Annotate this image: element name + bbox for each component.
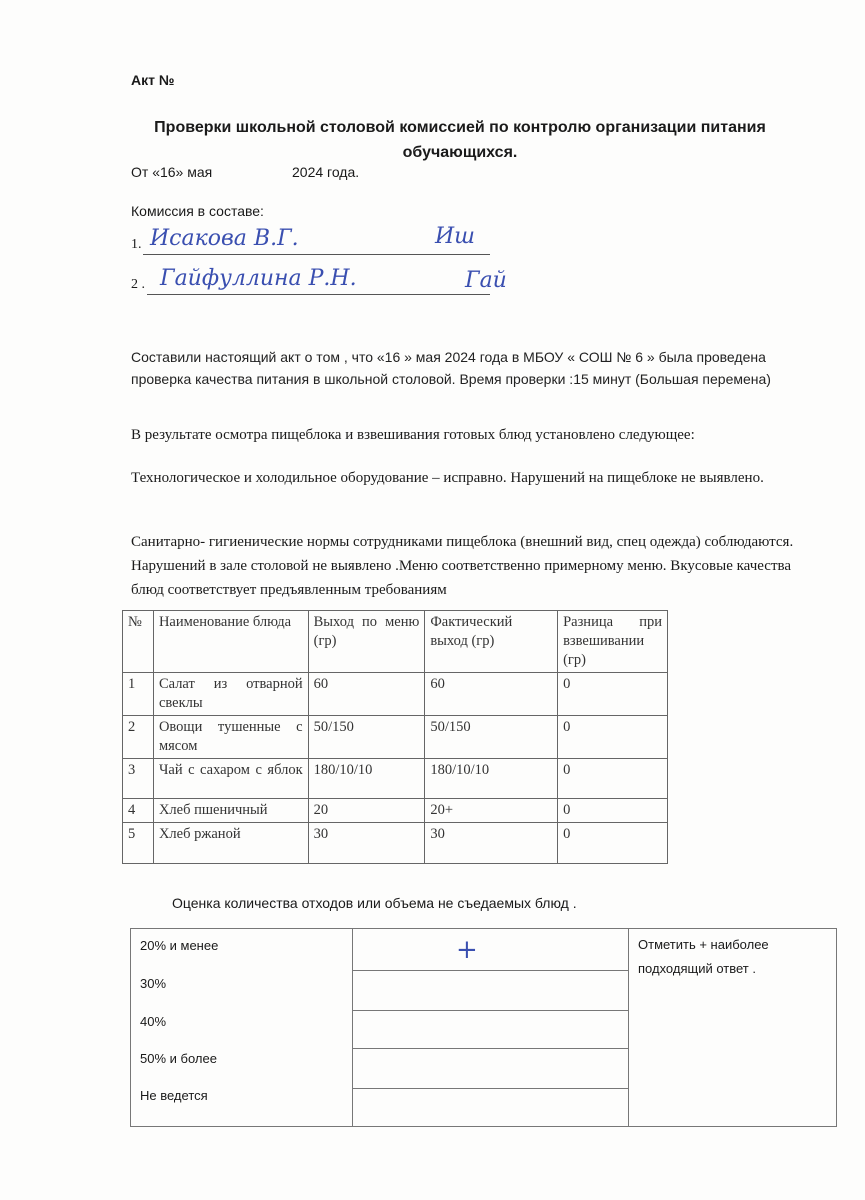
row-divider bbox=[352, 1048, 628, 1049]
commission-label: Комиссия в составе: bbox=[131, 203, 264, 219]
cell-menu-yield: 50/150 bbox=[308, 716, 425, 759]
table-row bbox=[123, 823, 668, 864]
member-name-handwritten: Гайфуллина Р.Н. bbox=[160, 266, 357, 291]
act-statement: Составили настоящий акт о том , что «16 » мая 2024 года в МБОУ « СОШ № 6 » была проведена проверка качества питания в школьной столовой. Время проверки :15 минут (Большая перемена) bbox=[131, 349, 771, 387]
cell-num: 5 bbox=[123, 823, 154, 864]
cell-dish: Салат из отварной свеклы bbox=[153, 673, 308, 716]
option-50-or-more: 50% и более bbox=[140, 1051, 217, 1066]
waste-title: Оценка количества отходов или объема не съедаемых блюд . bbox=[172, 895, 577, 911]
member-number: 1. bbox=[131, 237, 142, 252]
header-cell: № bbox=[123, 611, 154, 673]
cell-actual-yield: 20+ bbox=[425, 799, 558, 823]
table-row bbox=[123, 799, 668, 823]
cell-actual-yield: 30 bbox=[425, 823, 558, 864]
document-title bbox=[110, 115, 810, 165]
cell-num: 3 bbox=[123, 759, 154, 799]
signature-line bbox=[143, 254, 490, 255]
cell-actual-yield: 60 bbox=[425, 673, 558, 716]
cell-actual-yield: 50/150 bbox=[425, 716, 558, 759]
title-line-1: Проверки школьной столовой комиссией по контролю организации питания bbox=[154, 119, 766, 136]
cell-menu-yield: 180/10/10 bbox=[308, 759, 425, 799]
cell-num: 1 bbox=[123, 673, 154, 716]
table-row bbox=[123, 673, 668, 716]
cell-menu-yield: 60 bbox=[308, 673, 425, 716]
member-signature: Иш bbox=[435, 224, 476, 249]
date-year: 2024 года. bbox=[292, 164, 360, 180]
cell-difference: 0 bbox=[558, 673, 668, 716]
header-cell: Выход по меню (гр) bbox=[308, 611, 425, 673]
column-divider bbox=[628, 929, 629, 1126]
row-divider bbox=[352, 970, 628, 971]
cell-num: 4 bbox=[123, 799, 154, 823]
title-line-2: обучающихся. bbox=[402, 144, 518, 161]
dishes-table bbox=[122, 610, 668, 864]
mark-20-or-less[interactable]: + bbox=[456, 935, 478, 965]
cell-dish: Хлеб пшеничный bbox=[153, 799, 308, 823]
option-30: 30% bbox=[140, 976, 167, 991]
cell-dish: Чай с сахаром с яблок bbox=[153, 759, 308, 799]
table-header-row bbox=[123, 611, 668, 673]
cell-num: 2 bbox=[123, 716, 154, 759]
option-20-or-less: 20% и менее bbox=[140, 938, 219, 953]
row-divider bbox=[352, 1010, 628, 1011]
cell-difference: 0 bbox=[558, 759, 668, 799]
cell-difference: 0 bbox=[558, 823, 668, 864]
table-row bbox=[123, 716, 668, 759]
member-number: 2 . bbox=[131, 277, 145, 292]
cell-dish: Овощи тушенные с мясом bbox=[153, 716, 308, 759]
cell-menu-yield: 20 bbox=[308, 799, 425, 823]
cell-difference: 0 bbox=[558, 716, 668, 759]
instruction-note: Отметить + наиболее подходящий ответ . bbox=[638, 937, 769, 976]
header-cell: Разница при взвешивании (гр) bbox=[558, 611, 668, 673]
equipment-status: Технологическое и холодильное оборудование – исправно. Нарушений на пищеблоке не выявлено. bbox=[131, 470, 764, 486]
cell-difference: 0 bbox=[558, 799, 668, 823]
cell-dish: Хлеб ржаной bbox=[153, 823, 308, 864]
option-not-tracked: Не ведется bbox=[140, 1088, 208, 1103]
sanitary-status: Санитарно- гигиенические нормы сотрудниками пищеблока (внешний вид, спец одежда) соблюдаются. Нарушений в зале столовой не выявлено .Меню соответственно примерному меню. Вкусовые качества блюд соответствует предъявленным требованиям bbox=[131, 534, 794, 598]
column-divider bbox=[352, 929, 353, 1126]
member-signature: Гай bbox=[465, 268, 507, 293]
cell-menu-yield: 30 bbox=[308, 823, 425, 864]
member-name-handwritten: Исакова В.Г. bbox=[150, 226, 299, 251]
option-40: 40% bbox=[140, 1014, 167, 1029]
date-prefix: От «16» мая bbox=[131, 164, 213, 180]
act-label: Акт № bbox=[131, 72, 175, 88]
header-cell: Фактический выход (гр) bbox=[425, 611, 558, 673]
row-divider bbox=[352, 1088, 628, 1089]
waste-table bbox=[130, 928, 837, 1127]
table-row bbox=[123, 759, 668, 799]
inspection-result: В результате осмотра пищеблока и взвешивания готовых блюд установлено следующее: bbox=[131, 427, 695, 443]
cell-actual-yield: 180/10/10 bbox=[425, 759, 558, 799]
signature-line bbox=[147, 294, 490, 295]
header-cell: Наименование блюда bbox=[153, 611, 308, 673]
